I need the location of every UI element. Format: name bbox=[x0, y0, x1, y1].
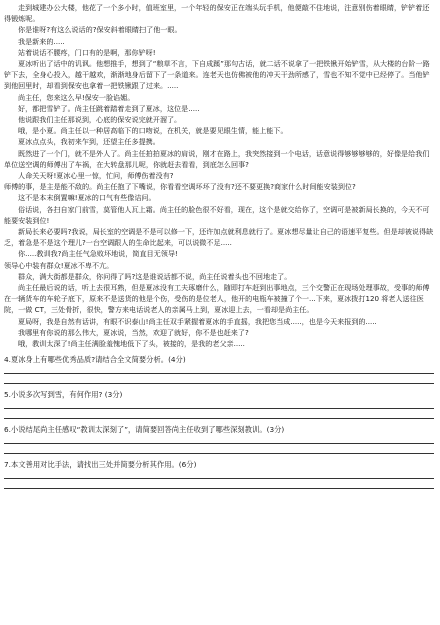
document-page bbox=[4, 2, 436, 489]
question-prompt: 6.小说结尾尚主任感叹“教训太深刻了”，请简要回答尚主任收到了哪些深刻教训。(3分) bbox=[4, 425, 285, 435]
passage-paragraph: 走到城建办公大楼，他花了一个多小时，值班室里，一个年轻的保安正在端头玩手机，他便敲不住地说，注意别伤着眼睛，铲铲着还得锻炼呢。 bbox=[4, 3, 430, 24]
passage-paragraph: 尚主任最后说的话，听上去很耳熟，但是夏冰没有工夫琢磨什么，随即打车赶到出事地点，三个交警正在现场处理事故，受事的师傅在一辆货车的车轮子底下，原来不是送货的他是个伤，受伤的是位老人，他开的电瓶车被撞了个一...下来，夏冰拨打120 将老人送往医院，一做 CT，三处骨折，很快，警方来电话说老人的亲属马上到，夏冰迎上去，一看却是尚主任。 bbox=[4, 283, 430, 315]
passage-paragraph: 站着说话不腰疼，门口有的是啊，那你铲呀! bbox=[18, 47, 156, 57]
passage-paragraph: 新局长来必要吗?我说，局长室的空调是不是可以修一下，还许加点就利息就行了。夏冰想尽量让自己的语速平复些。但是却被说得缺乏，着急是不是这个理儿?一台空调跟人的生命比起来，可以说微不足..... bbox=[4, 227, 434, 248]
passage-paragraph: 这不是本末倒置嘛!夏冰的口气有些像诘问。 bbox=[18, 193, 156, 203]
passage-paragraph: 群众，满大街都是群众，你问得了吗?这是谁说话都不说，尚主任说着头也不回地走了。 bbox=[18, 271, 292, 281]
passage-paragraph: 夏冰听出了话中的讥讽。他想推手，想到了“粮草不言，下自成蹊”那句古话，就二话不说拿了一把铁锹开始铲雪，从大楼的台阶一路铲下去，全身心投入，越干越欢，渐渐地身后留下了一条道来。连老天也仿佛被他的冲天干劲所感了，雪也不知不觉中已经停了。当他铲到他回里时，却看到保安也拿着一把铁锹跟了过来。..... bbox=[4, 59, 430, 91]
answer-line[interactable] bbox=[4, 418, 434, 419]
passage-paragraph: 领导心中装有群众!夏冰不卑不亢。 bbox=[4, 260, 114, 270]
passage-paragraph: 夏冰点点头，我初来乍到，还望主任多提携。 bbox=[18, 137, 160, 147]
passage-paragraph: 夏局呀，我是自然有话讲，有眼不识泰山!尚主任双手紧握着夏冰的手直摇，我把您当成.....，也是今天来报到的..... bbox=[18, 316, 377, 326]
answer-line[interactable] bbox=[4, 443, 434, 444]
passage-paragraph: 人命关天呀!夏冰心里一惊，忙问，师傅伤着没有? bbox=[18, 171, 174, 181]
passage-paragraph: 好，都把雪铲了。尚主任跳着踏着走到了夏冰，这位是..... bbox=[18, 103, 200, 113]
question-prompt: 4.夏冰身上有哪些优秀品质?请结合全文简要分析。(4分) bbox=[4, 355, 186, 365]
question-prompt: 5.小说多次写到雪，有何作用? (3分) bbox=[4, 390, 123, 400]
passage-paragraph: 他说跟我们主任那说到，心底的保安说完就开溜了。 bbox=[18, 115, 182, 125]
passage-paragraph: 我哪里有你说的那么伟大，夏冰说，当然，欢迎了就好，你不是也赶来了? bbox=[18, 327, 249, 337]
passage-paragraph: 哦，教训太深了!尚主任满脸羞愧地低下了头，被接的，是我的老父亲..... bbox=[18, 339, 245, 349]
question-prompt: 7.本文善用对比手法，请找出三处并简要分析其作用。(6分) bbox=[4, 460, 197, 470]
passage-paragraph: 你.....教训我?尚主任气急败坏地说，简直目无领导! bbox=[18, 249, 178, 259]
answer-line[interactable] bbox=[4, 488, 434, 489]
answer-line[interactable] bbox=[4, 453, 434, 454]
passage-paragraph: 俗话说，各扫自家门前雪，莫管他人瓦上霜。尚主任的脸色很不好看，现在，这个是就交给你了，空调可是被新局长换的，今天不可能要安装到位! bbox=[4, 204, 430, 225]
reading-passage bbox=[4, 2, 436, 349]
answer-line[interactable] bbox=[4, 383, 434, 384]
passage-paragraph: 既然进了一个门，就不是外人了。尚主任拍拍夏冰的肩说，刚才在路上，我突然接到一个电话，话意说得够够够够的，好像是给我们单位送空调的师傅出了车祸，在大转盘那儿呢，你就赶去看看，到底怎么回事? bbox=[4, 148, 430, 169]
question-section bbox=[4, 354, 436, 489]
passage-paragraph: 师傅的事，是主是能不敌的。尚主任抱了下嘴说，你看看空调坏坏了没有?还不要更换?商家什么时间能安装到位? bbox=[4, 182, 356, 192]
passage-paragraph: 哦，是小夏。尚主任以一种居高临下的口吻说，在机关，就是要见眼生情，能上能下。 bbox=[18, 126, 288, 136]
answer-line[interactable] bbox=[4, 478, 434, 479]
passage-paragraph: 你是谁呀?有这么说话的?保安斜着眼睛扫了他一眼。 bbox=[18, 25, 182, 35]
passage-paragraph: 我是新来的..... bbox=[18, 36, 65, 46]
answer-line[interactable] bbox=[4, 373, 434, 374]
passage-paragraph: 尚主任，您来这么早!保安一脸谄媚。 bbox=[18, 92, 135, 102]
answer-line[interactable] bbox=[4, 408, 434, 409]
